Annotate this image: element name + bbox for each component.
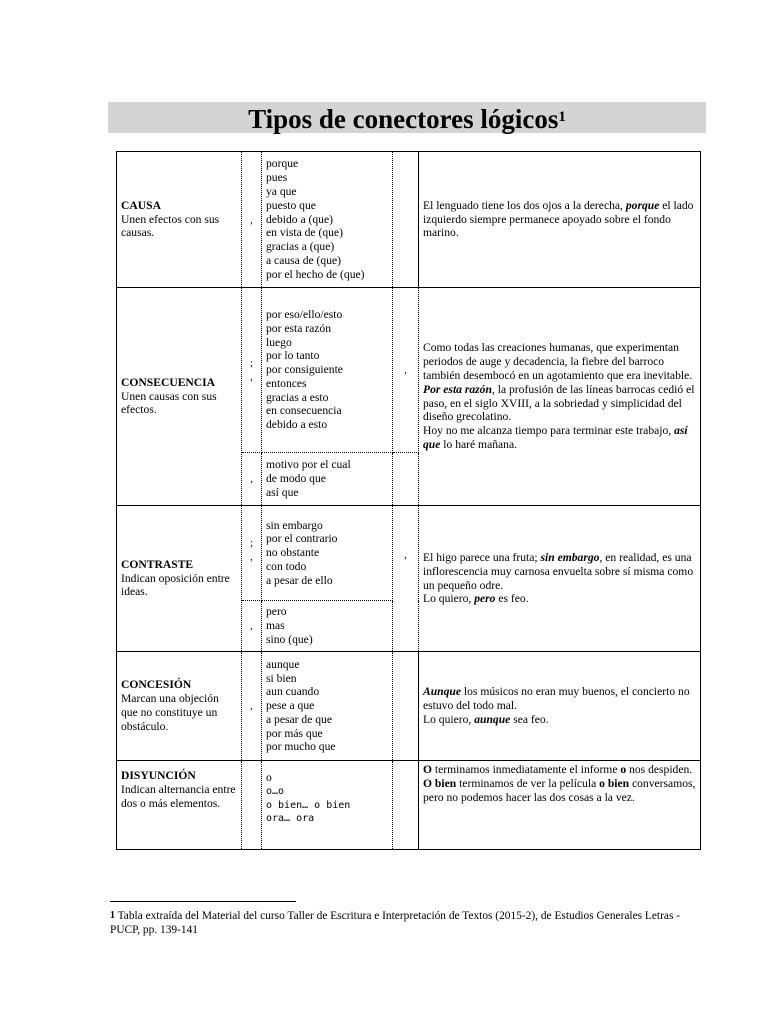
title-text: Tipos de conectores lógicos — [248, 104, 559, 134]
example-connector: O — [423, 763, 433, 776]
example-connector: sin embargo — [540, 550, 600, 564]
example-text: lo haré mañana. — [440, 437, 518, 451]
example-text: terminamos de ver la película — [456, 776, 600, 790]
example-connector: aunque — [474, 712, 511, 726]
footnote-divider — [110, 901, 296, 902]
connector-item: no obstante — [266, 546, 320, 560]
punct-mark: , — [250, 620, 253, 633]
punct-mark: , — [404, 364, 407, 377]
category-name: DISYUNCIÓN — [121, 769, 196, 782]
example-text: Lo quiero, — [423, 712, 475, 726]
example-connector: porque — [625, 198, 660, 212]
example-cell — [419, 652, 701, 761]
example-cell — [419, 761, 701, 850]
punct-mark: ; — [249, 357, 254, 370]
category-name: CONTRASTE — [121, 557, 194, 571]
footnote-mark: 1 — [110, 910, 115, 921]
punctuation-before — [242, 601, 262, 652]
connector-item: de modo que — [266, 472, 326, 486]
example-connector: Aunque — [423, 685, 462, 699]
connector-item: aun cuando — [266, 685, 320, 699]
connector-item: o — [266, 771, 272, 784]
example-text: Hoy no me alcanza tiempo para terminar este trabajo, — [423, 424, 675, 438]
category-cell — [117, 288, 242, 506]
footnote-text: Tabla extraída del Material del curso Taller de Escritura e Interpretación de Textos (2015-2), de Estudios Generales Letras - PUCP, pp. 139-141 — [110, 910, 681, 937]
category-description: Indican alternancia entre dos o más elementos. — [121, 782, 236, 810]
connector-item: luego — [266, 335, 292, 349]
category-description: Unen causas con sus efectos. — [121, 389, 217, 417]
example-text: nos despiden. — [626, 763, 693, 776]
punctuation-before — [242, 288, 262, 453]
connector-item: por eso/ello/esto — [266, 307, 343, 321]
row-concesion — [117, 652, 701, 761]
page-title — [108, 102, 706, 136]
category-cell — [117, 652, 242, 761]
category-description: Unen efectos con sus causas. — [121, 212, 220, 240]
connector-item: a causa de (que) — [266, 253, 341, 267]
example-text: sea feo. — [510, 712, 549, 726]
connector-item: si bien — [266, 671, 297, 685]
example-connector: así que — [423, 424, 688, 451]
row-disyuncion — [117, 761, 701, 850]
connector-item: ya que — [266, 185, 297, 198]
connector-item: por el contrario — [266, 532, 338, 546]
connector-list — [262, 506, 393, 601]
punctuation-after — [393, 453, 419, 506]
connector-item: sin embargo — [266, 518, 323, 532]
punctuation-before — [242, 152, 262, 288]
connector-item: por lo tanto — [266, 349, 320, 363]
punctuation-before — [242, 761, 262, 850]
category-cell — [117, 761, 242, 850]
connector-list — [262, 453, 393, 506]
punct-mark: , — [250, 371, 253, 383]
punct-mark: , — [250, 700, 253, 713]
connector-item: ora… ora — [266, 813, 315, 825]
example-text: , en realidad, es una inflorescencia muy carnosa envuelta sobre sí misma como un pequeño odre. — [423, 550, 694, 592]
example-text: El lenguado tiene los dos ojos a la derecha, — [423, 198, 626, 212]
example-text: conversamos, pero no podemos hacer las dos cosas a la vez. — [423, 776, 696, 804]
connector-item: así que — [266, 485, 299, 499]
connector-item: con todo — [266, 559, 307, 573]
punctuation-before — [242, 652, 262, 761]
example-text: el lado izquierdo siempre permanece apoyado sobre el fondo marino. — [423, 198, 694, 240]
connector-item: porque — [266, 157, 299, 171]
connector-item: entonces — [266, 376, 307, 390]
example-connector: o — [620, 763, 627, 776]
title-footnote-mark: 1 — [558, 109, 566, 125]
punctuation-before — [242, 506, 262, 601]
connector-item: por consiguiente — [266, 363, 343, 377]
connector-item: pese a que — [266, 699, 315, 713]
punctuation-after — [393, 652, 419, 761]
connector-item: puesto que — [266, 198, 316, 212]
connector-item: sino (que) — [266, 632, 313, 646]
punct-mark: , — [250, 473, 253, 486]
connector-item: mas — [266, 619, 285, 633]
connector-item: a pesar de ello — [266, 573, 333, 587]
example-connector: O bien — [423, 776, 457, 790]
category-cell — [117, 506, 242, 652]
punctuation-after — [393, 761, 419, 850]
connector-item: motivo por el cual — [266, 458, 351, 472]
title-bar — [108, 102, 706, 133]
example-text: los músicos no eran muy buenos, el concierto no estuvo del todo mal. — [423, 685, 690, 713]
connector-item: en consecuencia — [266, 404, 342, 418]
example-text: terminamos inmediatamente el informe — [432, 763, 621, 776]
connector-item: en vista de (que) — [266, 226, 343, 240]
example-cell — [419, 506, 701, 652]
punctuation-after — [393, 506, 419, 652]
connector-item: por esta razón — [266, 321, 332, 335]
footnote — [110, 909, 710, 937]
example-text: El higo parece una fruta; — [423, 550, 541, 564]
row-contraste — [117, 506, 701, 601]
example-text: , la profusión de las líneas barrocas cedió el paso, en el siglo XVIII, a la sobriedad y simplicidad del diseño grecolatino. — [423, 382, 695, 424]
category-description: Marcan una objeción que no constituye un obstáculo. — [121, 692, 219, 733]
punct-mark: , — [404, 549, 407, 561]
punct-mark: , — [250, 213, 253, 226]
connector-item: gracias a (que) — [266, 240, 335, 254]
category-name: CONCESIÓN — [121, 678, 192, 692]
row-consecuencia — [117, 288, 701, 453]
connector-item: pues — [266, 171, 288, 185]
connector-item: debido a esto — [266, 418, 328, 432]
punctuation-after — [393, 152, 419, 288]
connector-item: a pesar de que — [266, 712, 332, 726]
connector-list — [262, 288, 393, 453]
category-cell — [117, 152, 242, 288]
example-connector: o bien — [599, 776, 630, 790]
punctuation-after — [393, 288, 419, 453]
example-connector: Por esta razón — [423, 382, 492, 396]
punct-mark: ; — [249, 537, 254, 549]
example-text: es feo. — [495, 592, 529, 606]
connector-item: aunque — [266, 657, 300, 671]
connector-item: por mucho que — [266, 740, 336, 754]
connector-item: gracias a esto — [266, 390, 329, 404]
connector-list — [262, 152, 393, 288]
example-text: Lo quiero, — [423, 592, 475, 606]
example-connector: pero — [474, 592, 496, 606]
connector-item: por el hecho de (que) — [266, 267, 365, 281]
punct-mark: , — [250, 550, 253, 563]
category-name: CAUSA — [121, 198, 161, 212]
connector-item: pero — [266, 605, 287, 619]
connector-item: o bien… o bien — [266, 799, 351, 811]
example-text: Como todas las creaciones humanas, que experimentan periodos de auge y decadencia, la fiebre del barroco también desembocó en un agotamiento que era inevitable. — [423, 341, 693, 382]
connector-list — [262, 601, 393, 652]
row-causa — [117, 152, 701, 288]
connector-list — [262, 652, 393, 761]
example-cell — [419, 288, 701, 506]
example-cell — [419, 152, 701, 288]
connector-list — [262, 761, 393, 850]
category-description: Indican oposición entre ideas. — [121, 571, 230, 599]
connector-item: o…o — [266, 785, 285, 797]
punctuation-before — [242, 453, 262, 506]
connector-item: debido a (que) — [266, 212, 333, 226]
category-name: CONSECUENCIA — [121, 375, 216, 389]
connectors-table — [116, 151, 701, 850]
connector-item: por más que — [266, 726, 323, 740]
